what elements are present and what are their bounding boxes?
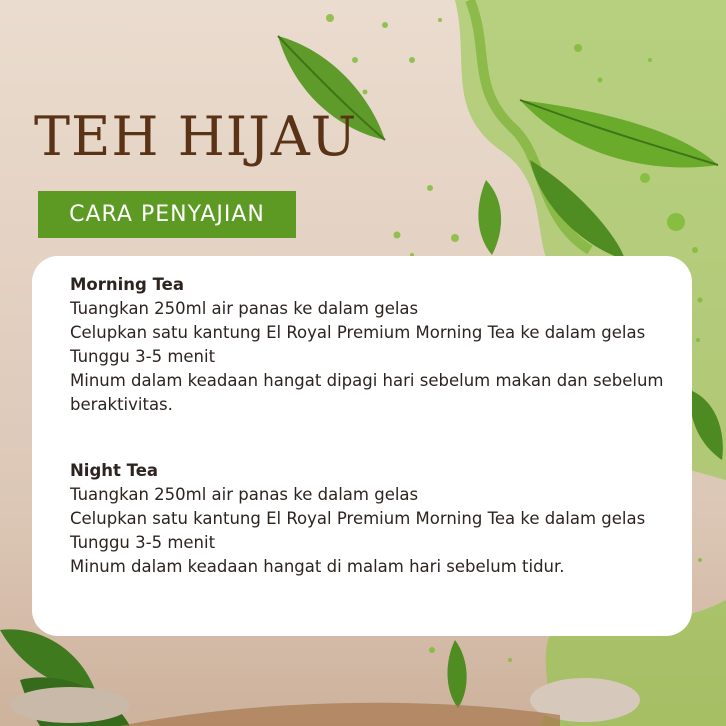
step-text: Minum dalam keadaan hangat dipagi hari sebelum makan dan sebelum beraktivitas.: [70, 371, 664, 414]
section-heading: Night Tea: [70, 461, 159, 480]
section-heading: Morning Tea: [70, 275, 184, 294]
tea-leaf-icon: [447, 640, 466, 708]
step-text: Tuangkan 250ml air panas ke dalam gelas: [70, 485, 419, 504]
morning-tea-section: [70, 273, 670, 417]
tea-leaf-icon: [478, 180, 501, 255]
step-text: Tunggu 3-5 menit: [70, 533, 216, 552]
step-text: Minum dalam keadaan hangat di malam hari sebelum tidur.: [70, 557, 565, 576]
wooden-board: [120, 703, 560, 726]
step-text: Tuangkan 250ml air panas ke dalam gelas: [70, 299, 419, 318]
step-text: Celupkan satu kantung El Royal Premium Morning Tea ke dalam gelas: [70, 323, 646, 342]
step-text: Celupkan satu kantung El Royal Premium Morning Tea ke dalam gelas: [70, 509, 646, 528]
subtitle-badge: CARA PENYAJIAN: [38, 191, 296, 238]
page-title: TEH HIJAU: [34, 105, 358, 168]
night-tea-section: [70, 459, 670, 579]
stone: [10, 687, 130, 723]
instructions-card: [32, 256, 692, 636]
step-text: Tunggu 3-5 menit: [70, 347, 216, 366]
